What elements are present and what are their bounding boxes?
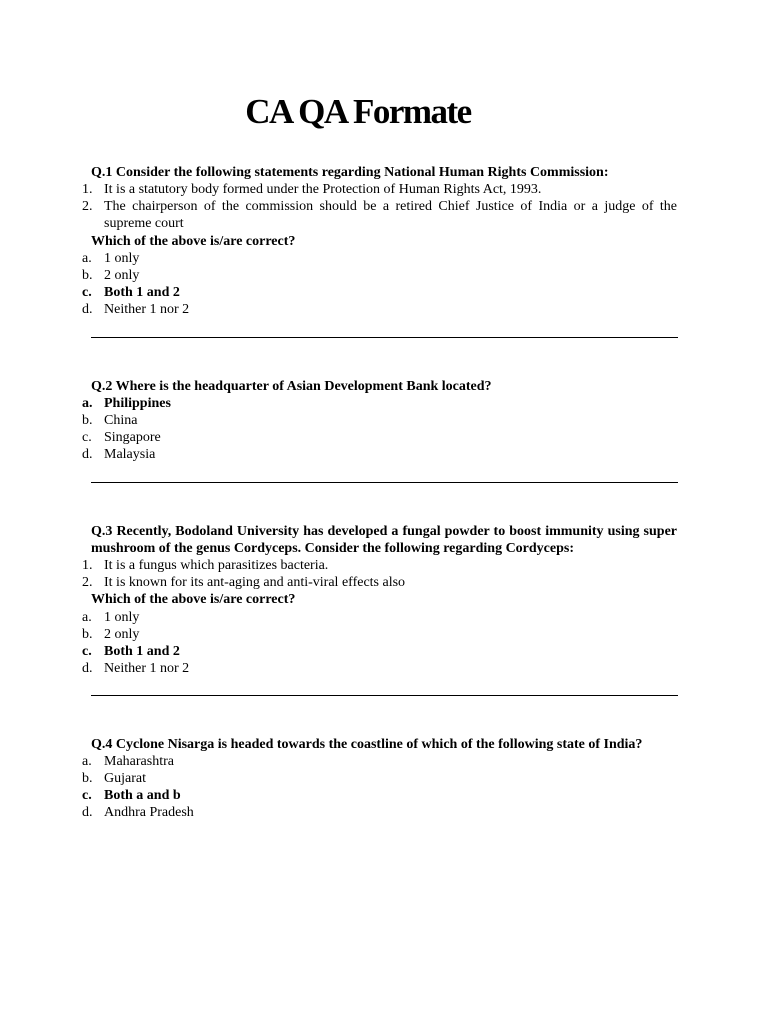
q3-prompt: Which of the above is/are correct? [91, 592, 296, 607]
q4-option-c-marker: c. [82, 788, 92, 803]
q2-option-a-text: Philippines [104, 396, 171, 411]
q4-option-c-text: Both a and b [104, 788, 181, 803]
q1-option-b-text: 2 only [104, 268, 140, 283]
q1-statement-1-text: It is a statutory body formed under the Protection of Human Rights Act, 1993. [104, 182, 542, 197]
q4-option-d-text: Andhra Pradesh [104, 805, 194, 820]
page-title: CA QA Formate [245, 92, 471, 131]
q1-option-c-text: Both 1 and 2 [104, 285, 180, 300]
q3-option-c-marker: c. [82, 644, 92, 659]
q3-statement-2-text: It is known for its ant-aging and anti-viral effects also [104, 575, 406, 590]
question-3-text: Q.3 Recently, Bodoland University has developed a fungal powder to boost immunity using super mushroom of the genus Cordyceps. Consider the following regarding Cordyceps: [91, 524, 677, 556]
q3-statement-2-marker: 2. [82, 575, 93, 590]
q2-option-a-marker: a. [82, 396, 93, 411]
q1-option-a-text: 1 only [104, 251, 140, 266]
q1-option-d-marker: d. [82, 302, 93, 317]
q3-option-d-marker: d. [82, 661, 93, 676]
q4-option-b-text: Gujarat [104, 771, 146, 786]
q2-option-d-marker: d. [82, 447, 93, 462]
question-2-text: Q.2 Where is the headquarter of Asian Development Bank located? [91, 379, 492, 394]
divider-2 [91, 482, 678, 483]
q4-option-a-text: Maharashtra [104, 754, 174, 769]
q1-option-a-marker: a. [82, 251, 92, 266]
q1-statement-1-marker: 1. [82, 182, 93, 197]
q1-option-d-text: Neither 1 nor 2 [104, 302, 190, 317]
q1-statement-2-text: The chairperson of the commission should be a retired Chief Justice of India or a judge of the supreme court [104, 199, 677, 231]
q1-option-b-marker: b. [82, 268, 93, 283]
q1-statement-2-marker: 2. [82, 199, 93, 214]
divider-1 [91, 337, 678, 338]
q2-option-b-text: China [104, 413, 138, 428]
q4-option-d-marker: d. [82, 805, 93, 820]
q3-option-b-text: 2 only [104, 627, 140, 642]
q2-option-b-marker: b. [82, 413, 93, 428]
question-4-text: Q.4 Cyclone Nisarga is headed towards the coastline of which of the following state of India? [91, 737, 643, 752]
q3-option-a-text: 1 only [104, 610, 140, 625]
q4-option-b-marker: b. [82, 771, 93, 786]
q3-statement-1-text: It is a fungus which parasitizes bacteria. [104, 558, 329, 573]
q2-option-c-marker: c. [82, 430, 92, 445]
q4-option-a-marker: a. [82, 754, 92, 769]
q1-option-c-marker: c. [82, 285, 92, 300]
q3-statement-1-marker: 1. [82, 558, 93, 573]
q3-option-d-text: Neither 1 nor 2 [104, 661, 190, 676]
question-1-text: Q.1 Consider the following statements regarding National Human Rights Commission: [91, 165, 609, 180]
q1-prompt: Which of the above is/are correct? [91, 234, 296, 249]
q2-option-c-text: Singapore [104, 430, 161, 445]
q3-option-c-text: Both 1 and 2 [104, 644, 180, 659]
q3-option-b-marker: b. [82, 627, 93, 642]
q3-option-a-marker: a. [82, 610, 92, 625]
q2-option-d-text: Malaysia [104, 447, 156, 462]
divider-3 [91, 695, 678, 696]
